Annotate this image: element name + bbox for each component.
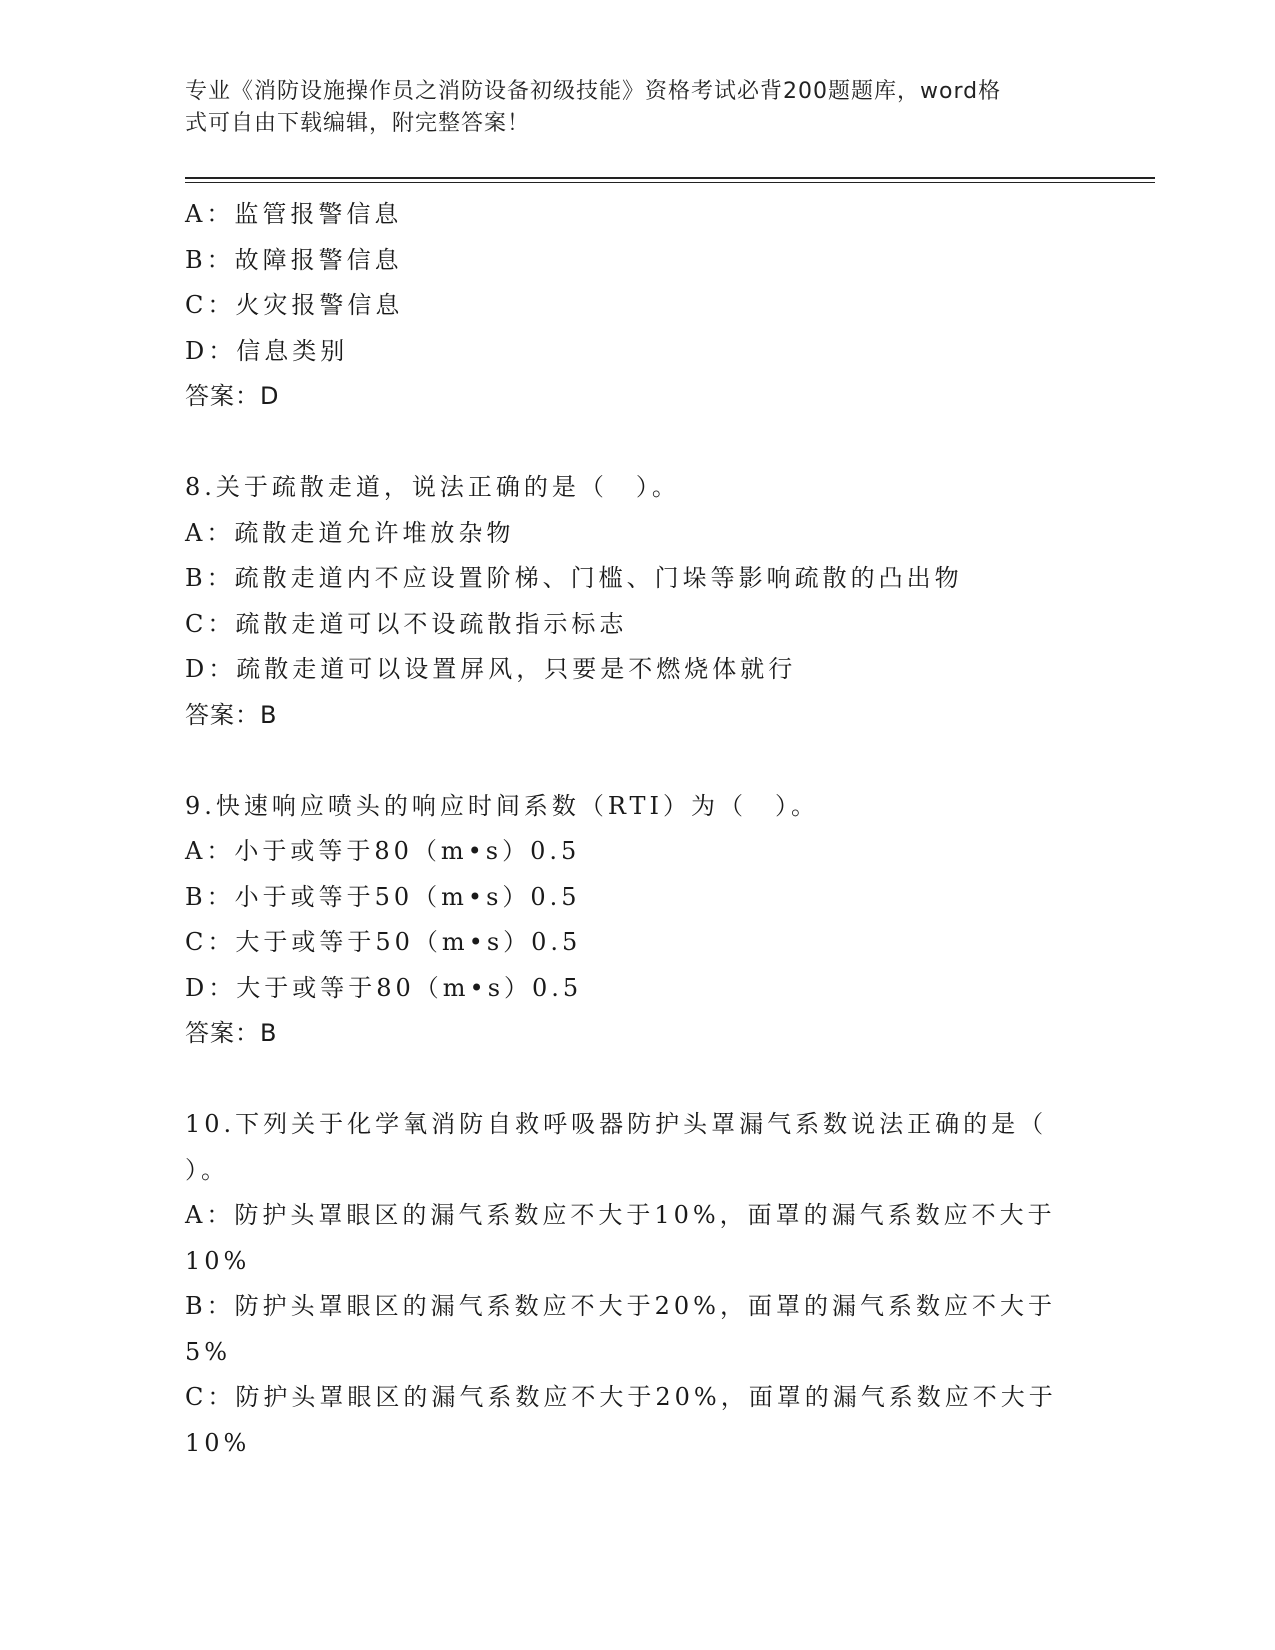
document-header	[185, 76, 1065, 140]
q8-question: 8.关于疏散走道，说法正确的是（ ）。	[185, 473, 680, 501]
q8-option-d: D：疏散走道可以设置屏风，只要是不燃烧体就行	[185, 655, 797, 683]
q9-answer: 答案：B	[185, 1019, 278, 1047]
q10-option-a-line-2: 10%	[185, 1246, 251, 1275]
question-10-block	[185, 1102, 1065, 1466]
q8-option-a: A：疏散走道允许堆放杂物	[185, 518, 515, 547]
q8-option-b: B：疏散走道内不应设置阶梯、门槛、门垛等影响疏散的凸出物	[185, 564, 963, 592]
spacer	[185, 420, 1065, 466]
q10-question-line-2: ）。	[185, 1155, 229, 1184]
header-divider-thick	[185, 177, 1155, 179]
q7-option-a: A：监管报警信息	[185, 200, 403, 228]
header-line-2: 式可自由下载编辑，附完整答案！	[185, 111, 531, 136]
q7-option-c: C：火灾报警信息	[185, 291, 404, 319]
q9-question: 9.快速响应喷头的响应时间系数（RTI）为（ ）。	[185, 791, 820, 820]
q7-answer: 答案：D	[185, 382, 280, 410]
q7-option-b: B：故障报警信息	[185, 245, 403, 274]
q7-option-d: D：信息类别	[185, 336, 349, 365]
header-divider-thin	[185, 182, 1155, 183]
q10-option-b-line-1: B：防护头罩眼区的漏气系数应不大于20%，面罩的漏气系数应不大于	[185, 1292, 1056, 1320]
q9-option-d: D：大于或等于80（m•s）0.5	[185, 973, 583, 1002]
spacer	[185, 1057, 1065, 1103]
q8-option-c: C：疏散走道可以不设疏散指示标志	[185, 609, 628, 638]
header-line-1: 专业《消防设施操作员之消防设备初级技能》资格考试必背200题题库，word格	[185, 79, 1002, 104]
q10-option-a-line-1: A：防护头罩眼区的漏气系数应不大于10%，面罩的漏气系数应不大于	[185, 1201, 1056, 1229]
question-list	[185, 192, 1065, 1466]
q8-answer: 答案：B	[185, 700, 278, 729]
q9-option-b: B：小于或等于50（m•s）0.5	[185, 882, 581, 911]
q9-option-a: A：小于或等于80（m•s）0.5	[185, 837, 581, 865]
q9-option-c: C：大于或等于50（m•s）0.5	[185, 928, 582, 956]
q10-option-c-line-1: C：防护头罩眼区的漏气系数应不大于20%，面罩的漏气系数应不大于	[185, 1383, 1057, 1411]
q10-option-c-line-2: 10%	[185, 1428, 251, 1457]
question-7-block	[185, 192, 1065, 420]
question-9-block	[185, 784, 1065, 1057]
q10-question-line-1: 10.下列关于化学氧消防自救呼吸器防护头罩漏气系数说法正确的是（	[185, 1110, 1048, 1138]
spacer	[185, 738, 1065, 784]
q10-option-b-line-2: 5%	[185, 1337, 232, 1366]
question-8-block	[185, 465, 1065, 738]
